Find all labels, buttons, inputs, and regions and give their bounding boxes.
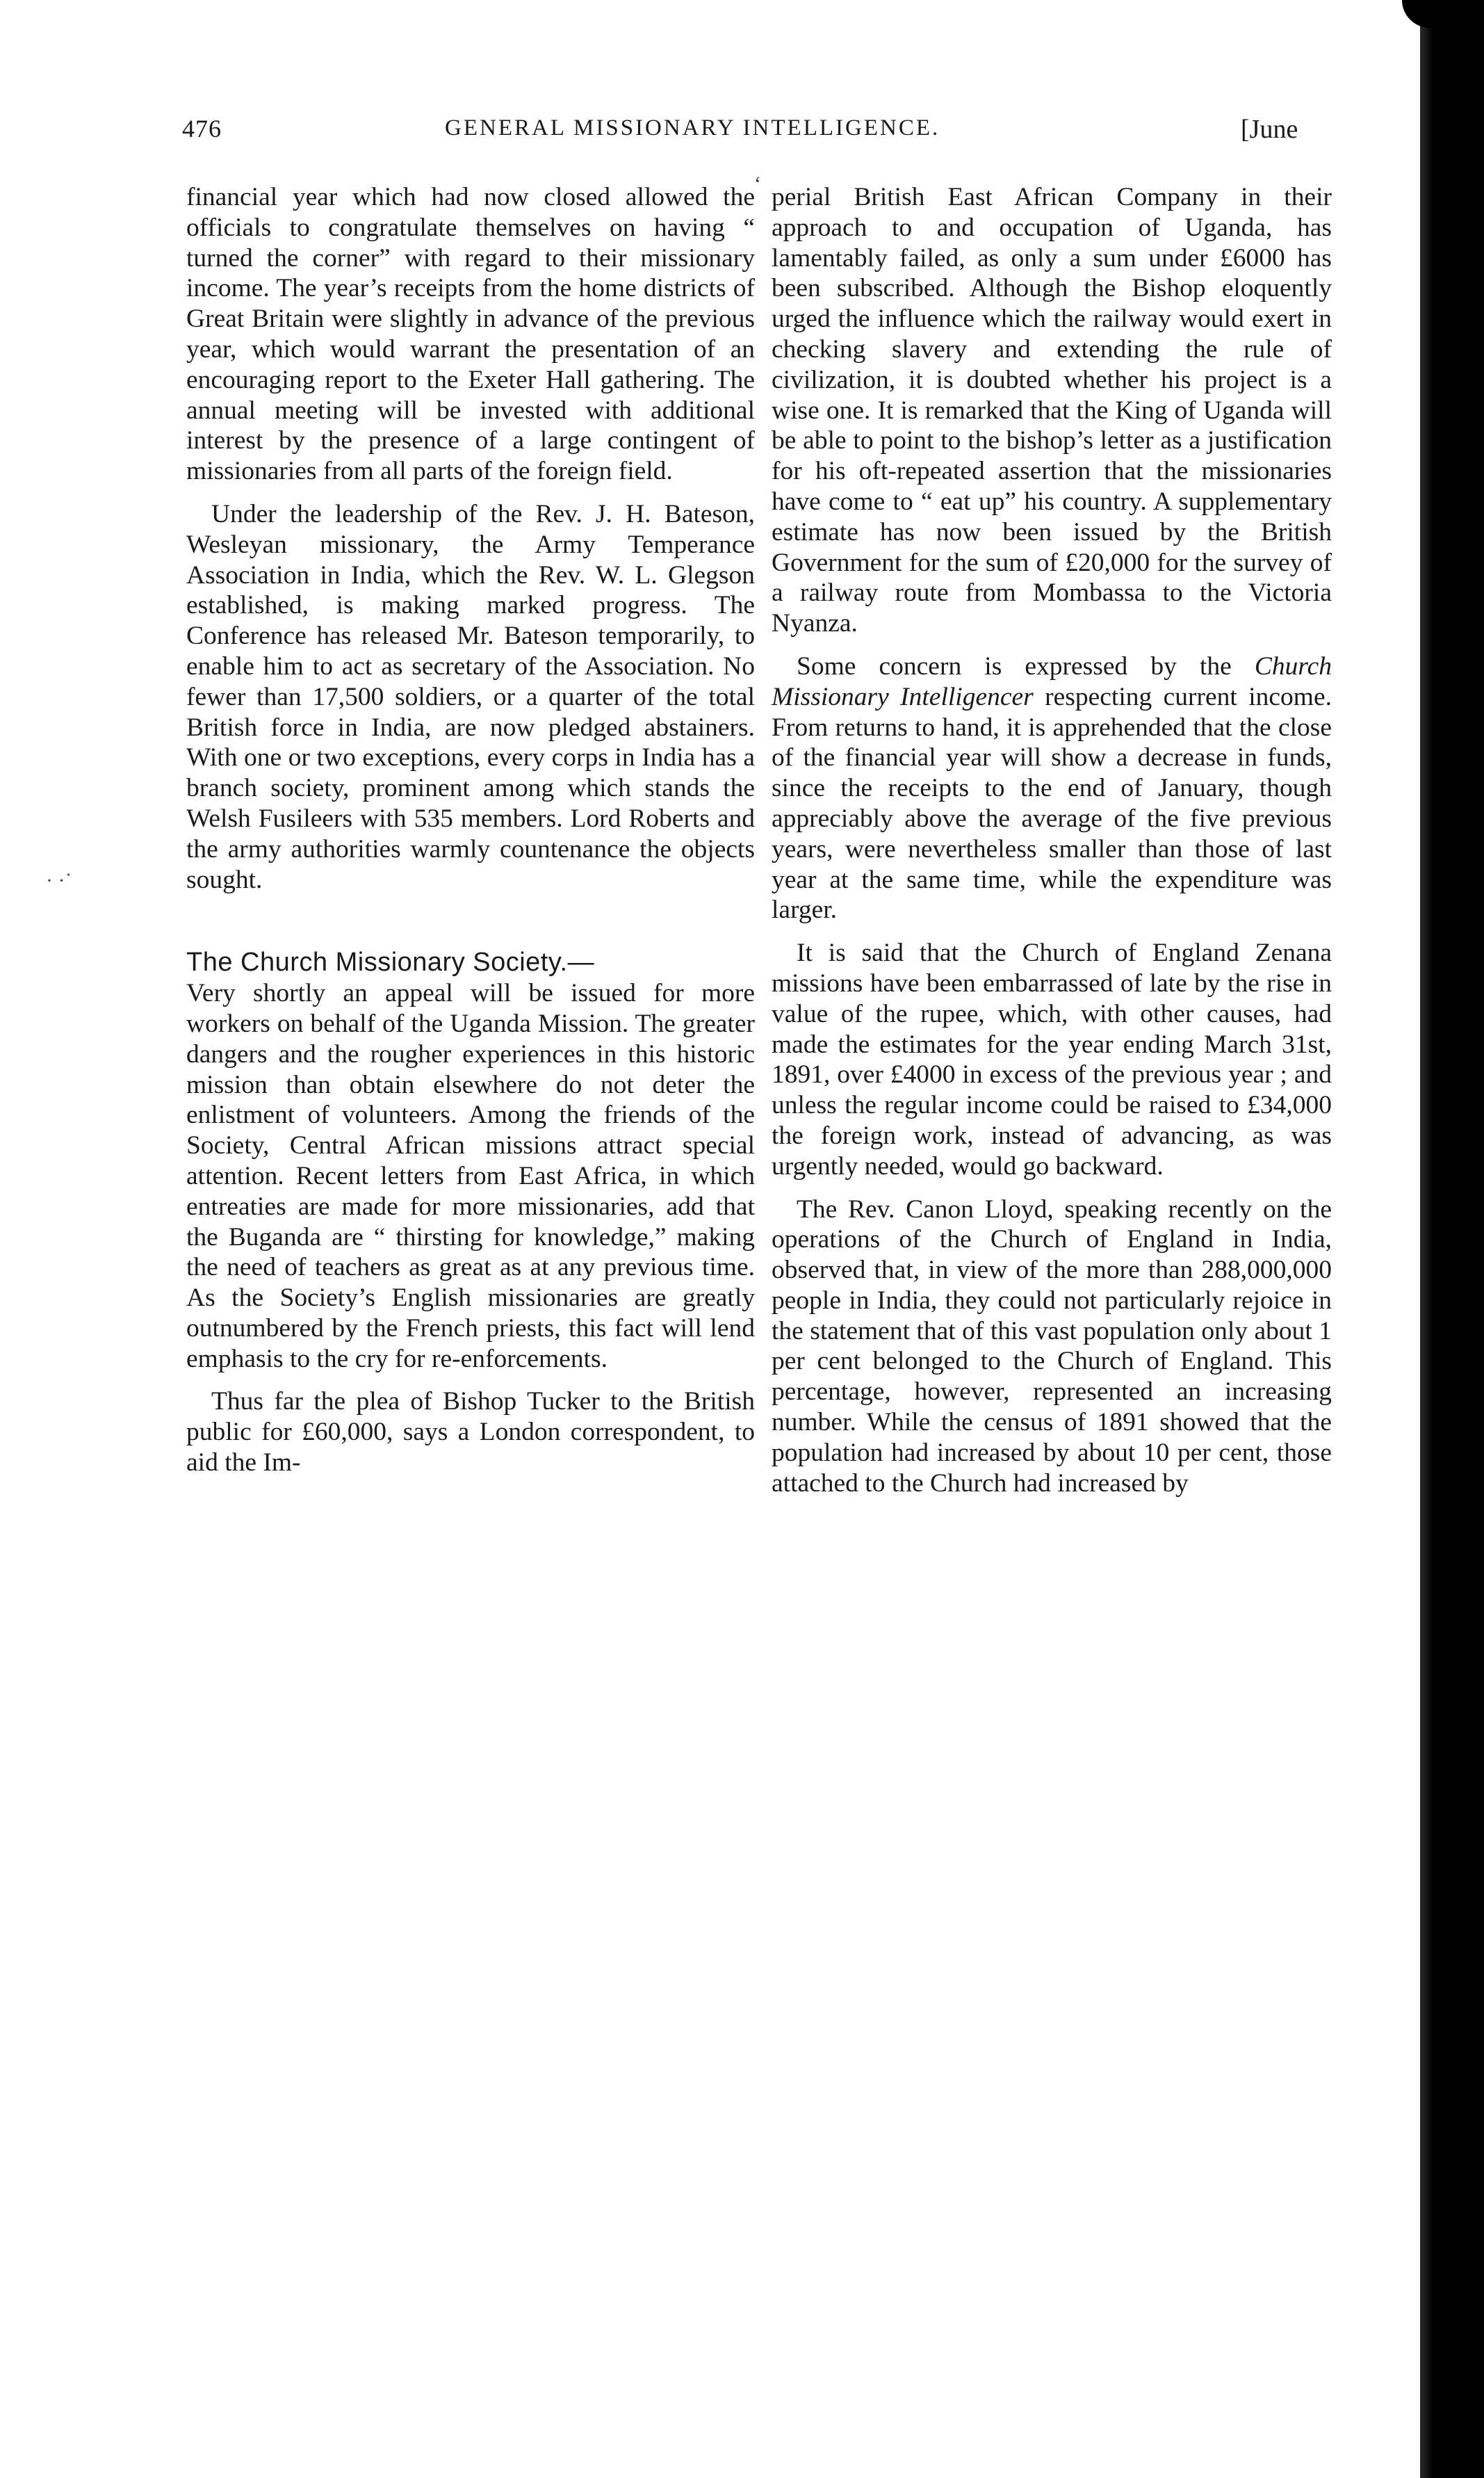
month-marker: [June	[1241, 115, 1298, 144]
right-column	[772, 182, 1332, 1498]
paragraph-bishop-tucker-plea: Thus far the plea of Bishop Tucker to the British public for £60,000, says a London correspondent, to aid the Im-	[186, 1387, 755, 1477]
section-heading: The Church Missionary Society.—	[186, 948, 595, 978]
binding-shadow-top	[1402, 0, 1444, 28]
left-column	[186, 182, 755, 1478]
text-before-title: Some concern is expressed by the	[797, 651, 1255, 681]
page-binding-shadow	[1420, 0, 1484, 2478]
stray-print-mark: ‘	[754, 172, 761, 195]
periodical-title: Church Missionary Intelligencer	[772, 651, 1332, 711]
paragraph-current-income	[772, 651, 1332, 925]
paragraph-missionary-income: financial year which had now closed allowed the officials to congratulate themselves on having “ turned the corner” with regard to their missionary income. The year’s receipts from the home districts of Great Britain were slightly in advance of the previous year, which would warrant the presentation of an encouraging report to the Exeter Hall gathering. The annual meeting will be invested with additional interest by the presence of a large contingent of missionaries from all parts of the foreign field.	[186, 183, 755, 486]
paragraph-temperance-association: Under the leadership of the Rev. J. H. Bateson, Wesleyan missionary, the Army Temperance Association in India, which the Rev. W. L. Glegson established, is making marked progress. The Conference has released Mr. Bateson temporarily, to enable him to act as secretary of the Association. No fewer than 17,500 soldiers, or a quarter of the total British force in India, are now pledged abstainers. With one or two exceptions, every corps in India has a branch society, prominent among which stands the Welsh Fusileers with 535 members. Lord Roberts and the army authorities warmly countenance the objects sought.	[186, 499, 755, 894]
text-after-title: respecting current income. From returns to hand, it is apprehended that the close of the financial year will show a decrease in funds, since the receipts to the end of January, though appreciably above the average of the five previous years, were nevertheless smaller than those of last year at the same time, while the expenditure was larger.	[772, 682, 1332, 925]
page-number: 476	[182, 115, 222, 143]
running-head: GENERAL MISSIONARY INTELLIGENCE.	[445, 115, 940, 140]
section-church-missionary-society	[186, 948, 755, 1374]
margin-specks: · ·˙	[46, 869, 72, 892]
paragraph-canon-lloyd: The Rev. Canon Lloyd, speaking recently on the operations of the Church of England in India, observed that, in view of the more than 288,000,000 people in India, they could not particularly rejoice in the statement that of this vast population only about 1 per cent belonged to the Church of England. This percentage, however, represented an increasing number. While the census of 1891 showed that the population had increased by about 10 per cent, those attached to the Church had increased by	[772, 1195, 1332, 1498]
paragraph-zenana-missions: It is said that the Church of England Zenana missions have been embarrassed of late by the rise in value of the rupee, which, with other causes, had made the estimates for the year ending March 31st, 1891, over £4000 in excess of the previous year ; and unless the regular income could be raised to £34,000 the foreign work, instead of advancing, as was urgently needed, would go backward.	[772, 939, 1332, 1181]
paragraph-uganda-appeal: Very shortly an appeal will be issued for more workers on behalf of the Uganda Mission. The greater dangers and the rougher experiences in this historic mission than obtain elsewhere do not deter the enlistment of volunteers. Among the friends of the Society, Central African missions attract special attention. Recent letters from East Africa, in which entreaties are made for more missionaries, add that the Buganda are “ thirsting for knowledge,” making the need of teachers as great as at any previous time. As the Society’s English missionaries are greatly outnumbered by the French priests, this fact will lend emphasis to the cry for re-enforcements.	[186, 979, 755, 1373]
paragraph-east-african-company: perial British East African Company in their approach to and occupation of Uganda, has lamentably failed, as only a sum under £6000 has been subscribed. Although the Bishop eloquently urged the influence which the railway would exert in checking slavery and extending the rule of civilization, it is doubted whether his project is a wise one. It is remarked that the King of Uganda will be able to point to the bishop’s letter as a justification for his oft-repeated assertion that the missionaries have come to “ eat up” his country. A supplementary estimate has now been issued by the British Government for the sum of £20,000 for the survey of a railway route from Mombassa to the Victoria Nyanza.	[772, 183, 1332, 638]
